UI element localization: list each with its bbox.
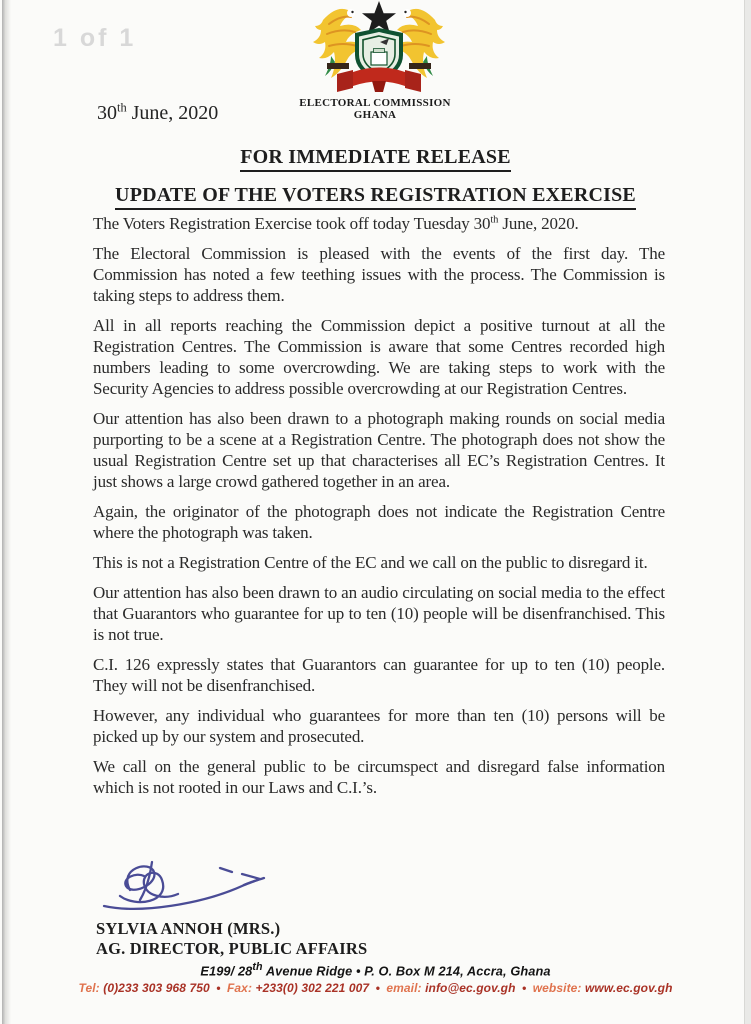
org-name-line1: ELECTORAL COMMISSION [299, 97, 451, 109]
fax-label: Fax: [226, 981, 253, 996]
letterhead-footer [0, 961, 751, 995]
footer-separator: • [216, 981, 221, 996]
paragraph-3: All in all reports reaching the Commission depict a positive turnout at all the Registration Centres. The Commission is aware that some Centres recorded high numbers leading to some overcrowding. We are taking steps to work with the Security Agencies to address possible overcrowding at our Registration Centres. [93, 316, 665, 398]
ec-crest [309, 0, 449, 96]
paragraph-4: Our attention has also been drawn to a photograph making rounds on social media purporting to be a scene at a Registration Centre. The photograph does not show the usual Registration Centre set up that characterises all EC’s Registration Centres. It just shows a large crowd gathered together in an area. [93, 409, 665, 491]
headings-block [0, 146, 751, 210]
heading-for-immediate-release: FOR IMMEDIATE RELEASE [240, 146, 511, 172]
email-value: info@ec.gov.gh [425, 981, 516, 996]
signatory-name: SYLVIA ANNOH (MRS.) [96, 919, 281, 938]
footer-contacts [0, 981, 751, 995]
tel-label: Tel: [78, 981, 100, 996]
heading-update-title: UPDATE OF THE VOTERS REGISTRATION EXERCISE [115, 184, 636, 210]
paragraph-8: C.I. 126 expressly states that Guarantors can guarantee for up to ten (10) people. They will not be disenfranchised. [93, 655, 665, 695]
website-value: www.ec.gov.gh [584, 981, 673, 996]
website-label: website: [532, 981, 582, 996]
signatory-title: AG. DIRECTOR, PUBLIC AFFAIRS [96, 939, 368, 958]
footer-address: E199/ 28th Avenue Ridge • P. O. Box M 214, Accra, Ghana [200, 961, 551, 979]
signature-ink-icon [92, 856, 272, 920]
letter-body [93, 213, 665, 807]
paragraph-5: Again, the originator of the photograph does not indicate the Registration Centre where the photograph was taken. [93, 502, 665, 542]
email-label: email: [386, 981, 422, 996]
page-count-watermark: 1 of 1 [53, 24, 137, 52]
org-name-line2: GHANA [353, 109, 397, 121]
paragraph-7: Our attention has also been drawn to an audio circulating on social media to the effect that Guarantors who guarantee for up to ten (10) people will be disenfranchised. This is not true. [93, 583, 665, 644]
paragraph-6: This is not a Registration Centre of the EC and we call on the public to disregard it. [93, 553, 648, 572]
paragraph-1: The Voters Registration Exercise took off today Tuesday 30th June, 2020. [93, 214, 579, 233]
letter-date: 30th June, 2020 [97, 100, 219, 124]
footer-separator: • [375, 981, 380, 996]
tel-value: (0)233 303 968 750 [103, 981, 210, 996]
ribbon-icon [337, 68, 421, 93]
fax-value: +233(0) 302 221 007 [255, 981, 370, 996]
footer-separator: • [521, 981, 527, 996]
org-name [289, 97, 461, 121]
paragraph-10: We call on the general public to be circumspect and disregard false information which is not rooted in our Laws and C.I.’s. [93, 757, 665, 797]
paragraph-9: However, any individual who guarantees for more than ten (10) persons will be picked up by our system and prosecuted. [93, 706, 665, 746]
paragraph-2: The Electoral Commission is pleased with the events of the first day. The Commission has noted a few teething issues with the process. The Commission is taking steps to address them. [93, 244, 665, 305]
